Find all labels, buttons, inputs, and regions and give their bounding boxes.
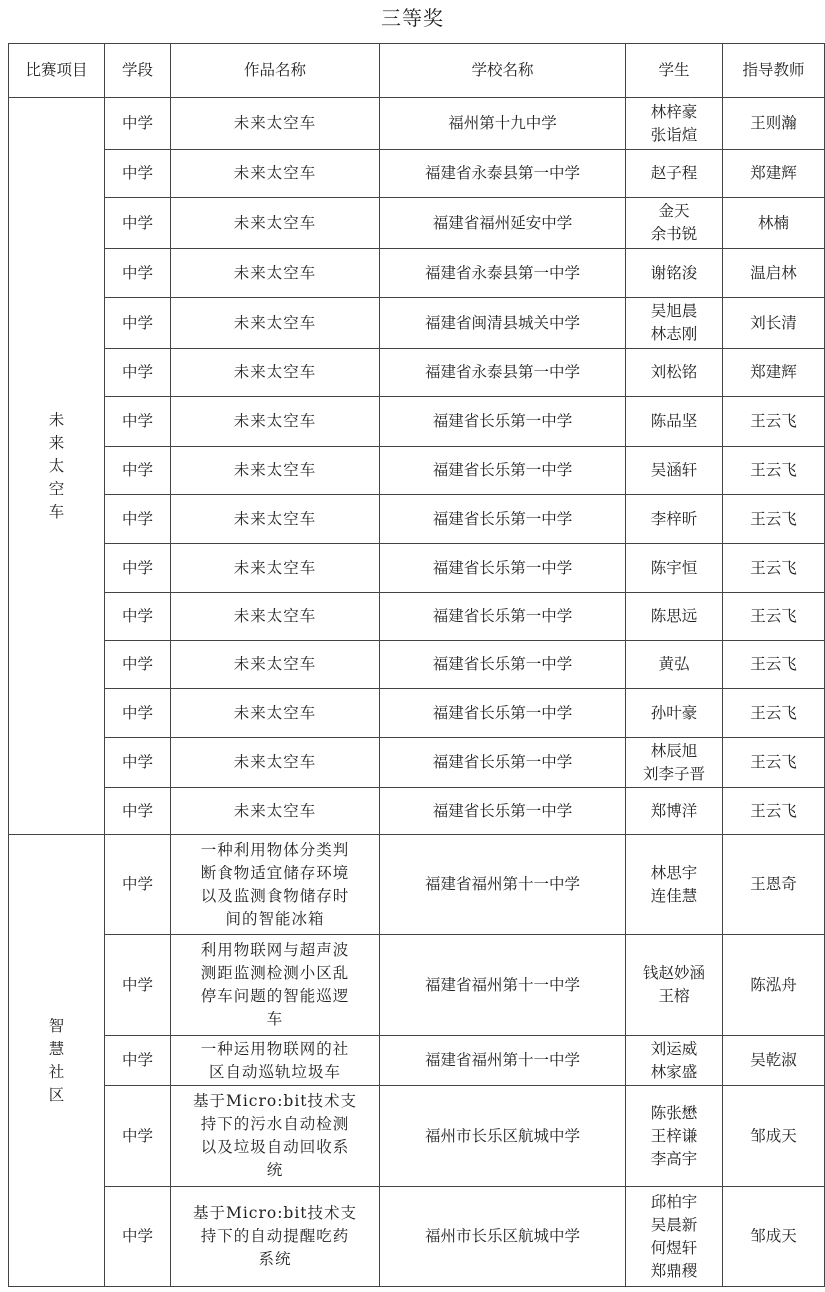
student-name: 刘李子晋 bbox=[642, 764, 705, 783]
table-row bbox=[9, 641, 825, 689]
work-line: 断食物适宜储存环境 bbox=[200, 863, 350, 882]
student-name: 李梓昕 bbox=[650, 509, 698, 528]
students-cell bbox=[626, 593, 723, 641]
teacher-cell: 温启林 bbox=[723, 249, 825, 298]
teacher-cell: 刘长清 bbox=[723, 298, 825, 349]
page-title: 三等奖 bbox=[381, 6, 444, 30]
student-name: 连佳慧 bbox=[650, 886, 698, 905]
student-name: 谢铭浚 bbox=[650, 263, 698, 282]
table-row bbox=[9, 835, 825, 935]
student-name: 林思宇 bbox=[650, 863, 698, 882]
school-cell: 福建省福州第十一中学 bbox=[380, 1036, 626, 1086]
work-cell bbox=[171, 495, 380, 544]
school-cell: 福建省长乐第一中学 bbox=[380, 593, 626, 641]
student-name: 张诣煊 bbox=[650, 125, 698, 144]
school-cell: 福建省长乐第一中学 bbox=[380, 788, 626, 835]
teacher-cell: 郑建辉 bbox=[723, 150, 825, 198]
work-cell bbox=[171, 593, 380, 641]
school-cell: 福建省长乐第一中学 bbox=[380, 641, 626, 689]
work-line: 未来太空车 bbox=[233, 461, 317, 479]
school-cell: 福建省福州延安中学 bbox=[380, 198, 626, 249]
teacher-cell: 王则瀚 bbox=[723, 98, 825, 150]
work-line: 未来太空车 bbox=[233, 607, 317, 625]
stage-cell: 中学 bbox=[105, 349, 171, 397]
category-char: 来 bbox=[48, 433, 65, 452]
work-line: 持下的污水自动检测 bbox=[200, 1115, 350, 1133]
students-cell bbox=[626, 689, 723, 738]
students-cell bbox=[626, 935, 723, 1036]
work-line: 未来太空车 bbox=[233, 753, 317, 771]
work-cell bbox=[171, 788, 380, 835]
stage-cell: 中学 bbox=[105, 150, 171, 198]
teacher-cell: 郑建辉 bbox=[723, 349, 825, 397]
table-row bbox=[9, 788, 825, 835]
school-cell: 福建省闽清县城关中学 bbox=[380, 298, 626, 349]
work-line: 以及垃圾自动回收系 bbox=[200, 1138, 350, 1156]
header-row bbox=[9, 44, 825, 98]
students-cell bbox=[626, 349, 723, 397]
teacher-cell: 王云飞 bbox=[723, 788, 825, 835]
student-name: 林志刚 bbox=[650, 325, 698, 343]
student-name: 林家盛 bbox=[650, 1062, 698, 1081]
work-line: 停车问题的智能巡逻 bbox=[200, 987, 350, 1005]
teacher-cell: 王云飞 bbox=[723, 641, 825, 689]
work-cell bbox=[171, 1036, 380, 1086]
header-work: 作品名称 bbox=[171, 44, 380, 98]
student-name: 林辰旭 bbox=[650, 741, 698, 760]
school-cell: 福州第十九中学 bbox=[380, 98, 626, 150]
category-char: 慧 bbox=[48, 1039, 65, 1058]
work-line: 未来太空车 bbox=[233, 509, 317, 528]
stage-cell: 中学 bbox=[105, 935, 171, 1036]
teacher-cell: 王云飞 bbox=[723, 447, 825, 495]
table-row bbox=[9, 935, 825, 1036]
student-name: 郑博洋 bbox=[650, 801, 698, 820]
stage-cell: 中学 bbox=[105, 738, 171, 788]
work-line: 基于Micro:bit技术支 bbox=[192, 1092, 358, 1110]
table-row bbox=[9, 1086, 825, 1187]
stage-cell: 中学 bbox=[105, 198, 171, 249]
table-row bbox=[9, 98, 825, 150]
school-cell: 福建省福州第十一中学 bbox=[380, 835, 626, 935]
school-cell: 福建省长乐第一中学 bbox=[380, 689, 626, 738]
stage-cell: 中学 bbox=[105, 835, 171, 935]
student-name: 林梓豪 bbox=[650, 102, 698, 121]
teacher-cell: 王云飞 bbox=[723, 593, 825, 641]
work-cell bbox=[171, 1086, 380, 1187]
work-cell bbox=[171, 935, 380, 1036]
students-cell bbox=[626, 1086, 723, 1187]
work-cell bbox=[171, 689, 380, 738]
student-name: 陈宇恒 bbox=[650, 558, 698, 577]
student-name: 金天 bbox=[658, 202, 690, 220]
school-cell: 福建省长乐第一中学 bbox=[380, 397, 626, 447]
school-cell: 福州市长乐区航城中学 bbox=[380, 1086, 626, 1187]
work-line: 未来太空车 bbox=[233, 801, 317, 820]
work-cell bbox=[171, 298, 380, 349]
work-line: 区自动巡轨垃圾车 bbox=[208, 1062, 341, 1081]
student-name: 吴晨新 bbox=[650, 1215, 698, 1234]
student-name: 孙叶豪 bbox=[650, 703, 698, 722]
header-teacher: 指导教师 bbox=[723, 44, 825, 98]
student-name: 王梓谦 bbox=[650, 1126, 698, 1145]
work-line: 未来太空车 bbox=[233, 164, 317, 182]
students-cell bbox=[626, 544, 723, 593]
school-cell: 福建省长乐第一中学 bbox=[380, 544, 626, 593]
work-cell bbox=[171, 249, 380, 298]
category-char: 未 bbox=[48, 410, 65, 429]
header-category: 比赛项目 bbox=[9, 44, 105, 98]
students-cell bbox=[626, 298, 723, 349]
work-line: 以及监测食物储存时 bbox=[200, 886, 350, 905]
school-cell: 福州市长乐区航城中学 bbox=[380, 1187, 626, 1287]
students-cell bbox=[626, 495, 723, 544]
student-name: 吴旭晨 bbox=[650, 302, 698, 320]
table-row bbox=[9, 544, 825, 593]
header-school: 学校名称 bbox=[380, 44, 626, 98]
work-line: 未来太空车 bbox=[233, 412, 317, 430]
school-cell: 福建省长乐第一中学 bbox=[380, 738, 626, 788]
category-char: 太 bbox=[48, 456, 65, 475]
stage-cell: 中学 bbox=[105, 249, 171, 298]
school-cell: 福建省永泰县第一中学 bbox=[380, 249, 626, 298]
work-line: 持下的自动提醒吃药 bbox=[200, 1227, 350, 1245]
work-cell bbox=[171, 397, 380, 447]
stage-cell: 中学 bbox=[105, 544, 171, 593]
category-char: 空 bbox=[48, 479, 65, 498]
category-char: 车 bbox=[48, 502, 65, 521]
work-cell bbox=[171, 544, 380, 593]
teacher-cell: 王云飞 bbox=[723, 738, 825, 788]
teacher-cell: 邹成天 bbox=[723, 1086, 825, 1187]
work-line: 车 bbox=[266, 1010, 284, 1028]
category-char: 智 bbox=[48, 1016, 65, 1035]
teacher-cell: 邹成天 bbox=[723, 1187, 825, 1287]
table-row bbox=[9, 689, 825, 738]
student-name: 邱柏宇 bbox=[650, 1192, 698, 1211]
work-line: 未来太空车 bbox=[233, 558, 317, 577]
teacher-cell: 吴乾淑 bbox=[723, 1036, 825, 1086]
student-name: 刘运威 bbox=[650, 1039, 698, 1058]
header-stage: 学段 bbox=[105, 44, 171, 98]
work-line: 一种运用物联网的社 bbox=[200, 1039, 350, 1058]
stage-cell: 中学 bbox=[105, 495, 171, 544]
work-cell bbox=[171, 738, 380, 788]
stage-cell: 中学 bbox=[105, 689, 171, 738]
work-line: 基于Micro:bit技术支 bbox=[192, 1204, 358, 1222]
school-cell: 福建省福州第十一中学 bbox=[380, 935, 626, 1036]
category-cell bbox=[9, 98, 105, 835]
students-cell bbox=[626, 641, 723, 689]
stage-cell: 中学 bbox=[105, 641, 171, 689]
teacher-cell: 王云飞 bbox=[723, 689, 825, 738]
table-row bbox=[9, 349, 825, 397]
students-cell bbox=[626, 1187, 723, 1287]
school-cell: 福建省长乐第一中学 bbox=[380, 447, 626, 495]
table-row bbox=[9, 298, 825, 349]
student-name: 吴涵轩 bbox=[650, 461, 698, 479]
work-line: 未来太空车 bbox=[233, 655, 317, 673]
stage-cell: 中学 bbox=[105, 1036, 171, 1086]
table-row bbox=[9, 1036, 825, 1086]
table-body bbox=[9, 98, 825, 1287]
stage-cell: 中学 bbox=[105, 788, 171, 835]
stage-cell: 中学 bbox=[105, 447, 171, 495]
work-cell bbox=[171, 835, 380, 935]
stage-cell: 中学 bbox=[105, 98, 171, 150]
students-cell bbox=[626, 249, 723, 298]
work-line: 未来太空车 bbox=[233, 263, 317, 282]
teacher-cell: 林楠 bbox=[723, 198, 825, 249]
stage-cell: 中学 bbox=[105, 1187, 171, 1287]
work-cell bbox=[171, 1187, 380, 1287]
category-char: 社 bbox=[48, 1062, 65, 1081]
table-row bbox=[9, 150, 825, 198]
table-row bbox=[9, 198, 825, 249]
work-cell bbox=[171, 198, 380, 249]
work-cell bbox=[171, 349, 380, 397]
work-line: 间的智能冰箱 bbox=[225, 909, 325, 928]
work-line: 未来太空车 bbox=[233, 114, 317, 132]
school-cell: 福建省永泰县第一中学 bbox=[380, 349, 626, 397]
table-row bbox=[9, 447, 825, 495]
student-name: 郑鼎稷 bbox=[650, 1261, 698, 1280]
student-name: 余书锐 bbox=[650, 225, 698, 243]
stage-cell: 中学 bbox=[105, 397, 171, 447]
student-name: 李高宇 bbox=[650, 1149, 698, 1168]
work-line: 未来太空车 bbox=[233, 703, 317, 722]
work-line: 未来太空车 bbox=[233, 213, 317, 232]
category-cell bbox=[9, 835, 105, 1287]
teacher-cell: 王云飞 bbox=[723, 397, 825, 447]
teacher-cell: 王恩奇 bbox=[723, 835, 825, 935]
table-row bbox=[9, 495, 825, 544]
students-cell bbox=[626, 198, 723, 249]
students-cell bbox=[626, 1036, 723, 1086]
table-row bbox=[9, 738, 825, 788]
work-line: 系统 bbox=[258, 1250, 292, 1268]
school-cell: 福建省长乐第一中学 bbox=[380, 495, 626, 544]
student-name: 钱赵妙涵 bbox=[642, 964, 705, 982]
work-line: 一种利用物体分类判 bbox=[200, 840, 350, 859]
work-line: 利用物联网与超声波 bbox=[200, 941, 350, 959]
table-row bbox=[9, 1187, 825, 1287]
stage-cell: 中学 bbox=[105, 593, 171, 641]
table-row bbox=[9, 593, 825, 641]
school-cell: 福建省永泰县第一中学 bbox=[380, 150, 626, 198]
work-line: 未来太空车 bbox=[233, 363, 317, 381]
students-cell bbox=[626, 447, 723, 495]
work-cell bbox=[171, 447, 380, 495]
student-name: 陈张懋 bbox=[650, 1103, 698, 1122]
table-row bbox=[9, 397, 825, 447]
student-name: 陈思远 bbox=[650, 607, 698, 625]
award-table bbox=[8, 43, 825, 1287]
work-line: 未来太空车 bbox=[233, 313, 317, 332]
students-cell bbox=[626, 788, 723, 835]
student-name: 陈品坚 bbox=[650, 412, 698, 430]
work-cell bbox=[171, 150, 380, 198]
student-name: 王榕 bbox=[658, 987, 690, 1005]
student-name: 黄弘 bbox=[658, 655, 690, 673]
stage-cell: 中学 bbox=[105, 298, 171, 349]
category-char: 区 bbox=[48, 1085, 65, 1104]
students-cell bbox=[626, 98, 723, 150]
teacher-cell: 王云飞 bbox=[723, 495, 825, 544]
header-students: 学生 bbox=[626, 44, 723, 98]
students-cell bbox=[626, 835, 723, 935]
table-row bbox=[9, 249, 825, 298]
work-line: 统 bbox=[266, 1161, 284, 1179]
student-name: 何煜轩 bbox=[650, 1238, 698, 1257]
work-line: 测距监测检测小区乱 bbox=[200, 964, 350, 982]
student-name: 刘松铭 bbox=[650, 363, 698, 381]
students-cell bbox=[626, 738, 723, 788]
teacher-cell: 陈泓舟 bbox=[723, 935, 825, 1036]
student-name: 赵子程 bbox=[650, 164, 698, 182]
students-cell bbox=[626, 150, 723, 198]
work-cell bbox=[171, 98, 380, 150]
work-cell bbox=[171, 641, 380, 689]
students-cell bbox=[626, 397, 723, 447]
stage-cell: 中学 bbox=[105, 1086, 171, 1187]
teacher-cell: 王云飞 bbox=[723, 544, 825, 593]
